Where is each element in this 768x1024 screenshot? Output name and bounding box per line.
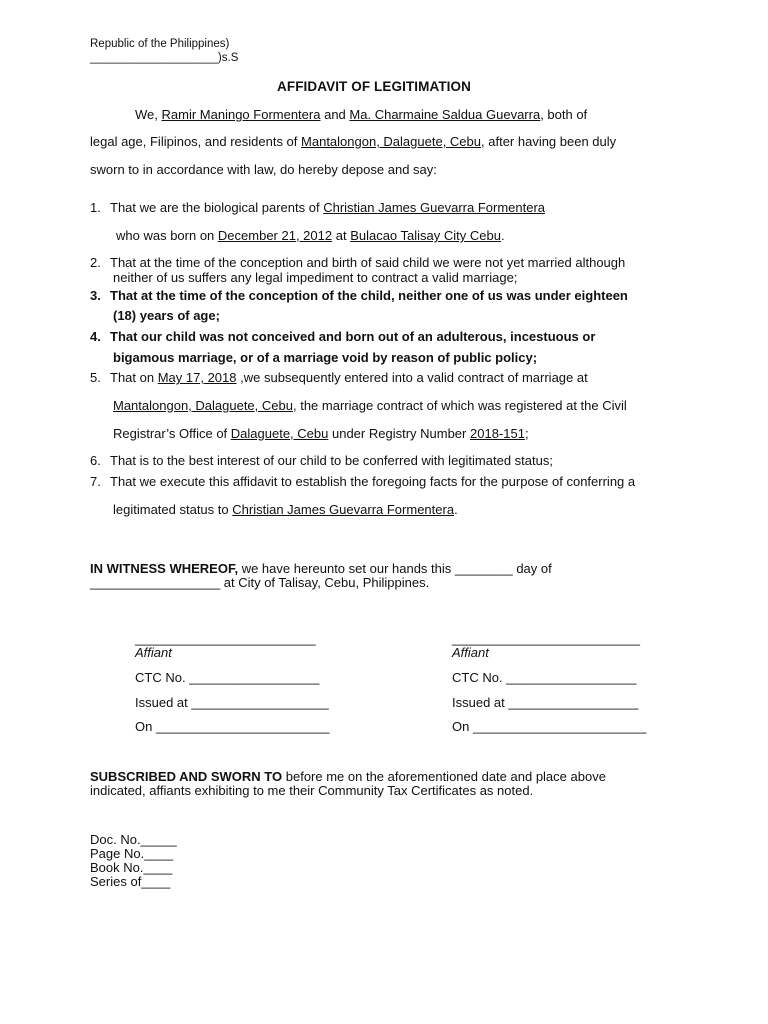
item-7: [90, 474, 635, 489]
item-7-line-1: That we execute this affidavit to establish the foregoing facts for the purpose of conferring a: [110, 474, 636, 489]
witness-line-1: [90, 561, 552, 576]
item-7-period: .: [454, 502, 458, 517]
marriage-date: May 17, 2018: [157, 370, 237, 385]
intro-legal-age: legal age, Filipinos, and residents of: [90, 134, 298, 149]
witness-rest: we have hereunto set our hands this ________ day of: [241, 561, 552, 576]
document-title: AFFIDAVIT OF LEGITIMATION: [277, 79, 471, 94]
item-6-number: 6.: [90, 453, 101, 468]
item-2-number: 2.: [90, 255, 101, 270]
subscribed-line-2: indicated, affiants exhibiting to me their Community Tax Certificates as noted.: [90, 783, 534, 798]
item-1-period: .: [500, 228, 505, 243]
series-of: Series of____: [90, 874, 171, 889]
child-name: Christian James Guevarra Formentera: [323, 200, 546, 215]
left-issued-at: Issued at ___________________: [135, 695, 329, 710]
right-signature-line: __________________________: [452, 631, 640, 646]
item-4-number: 4.: [90, 329, 101, 344]
parent2-name: Ma. Charmaine Saldua Guevarra: [349, 107, 541, 122]
subscribed-line-1: [90, 769, 606, 784]
registry-under: under Registry Number: [331, 426, 467, 441]
item-2: [90, 255, 625, 270]
page-no: Page No.____: [90, 846, 174, 861]
doc-no: Doc. No._____: [90, 832, 177, 847]
item-2-line-1: That at the time of the conception and birth of said child we were not yet married although: [110, 255, 626, 270]
item-3-line-1: That at the time of the conception of the child, neither one of us was under eighteen: [110, 288, 628, 303]
item-7-prefix: legitimated status to: [113, 502, 229, 517]
item-1-text: That we are the biological parents of: [110, 200, 320, 215]
item-5-number: 5.: [90, 370, 101, 385]
registrar-office: Registrar’s Office of: [113, 426, 228, 441]
item-1: [90, 200, 545, 215]
item-5-rest-2: the marriage contract of which was registered at the Civil: [300, 398, 627, 413]
item-5-line-3: [113, 426, 529, 441]
item-5-line-2: [113, 398, 627, 413]
item-5: [90, 370, 588, 385]
left-ctc-no: CTC No. __________________: [135, 670, 320, 685]
right-on-date: On ________________________: [452, 719, 647, 734]
parent1-name: Ramir Maningo Formentera: [161, 107, 321, 122]
intro-line-3: sworn to in accordance with law, do hereby depose and say:: [90, 162, 437, 177]
item-3-number: 3.: [90, 288, 101, 303]
child-name-2: Christian James Guevarra Formentera: [232, 502, 455, 517]
right-affiant-label: Affiant: [452, 645, 489, 660]
item-5-rest-1: ,we subsequently entered into a valid contract of marriage at: [240, 370, 588, 385]
item-7-line-2: [113, 502, 458, 517]
registrar-place: Dalaguete, Cebu: [230, 426, 329, 441]
header-ss-line: ____________________)s.S: [90, 52, 239, 64]
born-at: at: [335, 228, 347, 243]
item-3-line-2: (18) years of age;: [113, 308, 220, 323]
left-affiant-label: Affiant: [135, 645, 172, 660]
item-1-number: 1.: [90, 200, 101, 215]
left-on-date: On ________________________: [135, 719, 330, 734]
intro-line-2: [90, 134, 616, 149]
birth-date: December 21, 2012: [217, 228, 333, 243]
item-6: [90, 453, 553, 468]
intro-both-of: , both of: [540, 107, 588, 122]
registry-number: 2018-151: [470, 426, 525, 441]
item-1-line-2: [116, 228, 505, 243]
intro-and: and: [324, 107, 346, 122]
residence: Mantalongon, Dalaguete, Cebu,: [301, 134, 485, 149]
born-prefix: who was born on: [116, 228, 215, 243]
right-ctc-no: CTC No. __________________: [452, 670, 637, 685]
intro-we: We,: [135, 107, 158, 122]
item-3: [90, 288, 628, 303]
left-signature-line: _________________________: [135, 631, 316, 646]
item-4: [90, 329, 595, 344]
subscribed-rest: before me on the aforementioned date and place above: [285, 769, 606, 784]
witness-bold: IN WITNESS WHEREOF,: [90, 561, 239, 576]
item-5-semicolon: ;: [524, 426, 529, 441]
witness-line-2: __________________ at City of Talisay, Cebu, Philippines.: [90, 575, 430, 590]
book-no: Book No.____: [90, 860, 173, 875]
subscribed-bold: SUBSCRIBED AND SWORN TO: [90, 769, 283, 784]
header-republic: Republic of the Philippines): [90, 38, 230, 50]
item-6-text: That is to the best interest of our child to be conferred with legitimated status;: [110, 453, 553, 468]
item-4-line-2: bigamous marriage, or of a marriage void by reason of public policy;: [113, 350, 538, 365]
item-5-that-on: That on: [110, 370, 155, 385]
intro-line-1: [135, 107, 587, 122]
birth-place: Bulacao Talisay City Cebu: [350, 228, 501, 243]
item-7-number: 7.: [90, 474, 101, 489]
intro-after: after having been duly: [488, 134, 617, 149]
right-issued-at: Issued at __________________: [452, 695, 639, 710]
marriage-place: Mantalongon, Dalaguete, Cebu,: [113, 398, 297, 413]
item-2-line-2: neither of us suffers any legal impediment to contract a valid marriage;: [113, 270, 518, 285]
item-4-line-1: That our child was not conceived and born out of an adulterous, incestuous or: [110, 329, 596, 344]
